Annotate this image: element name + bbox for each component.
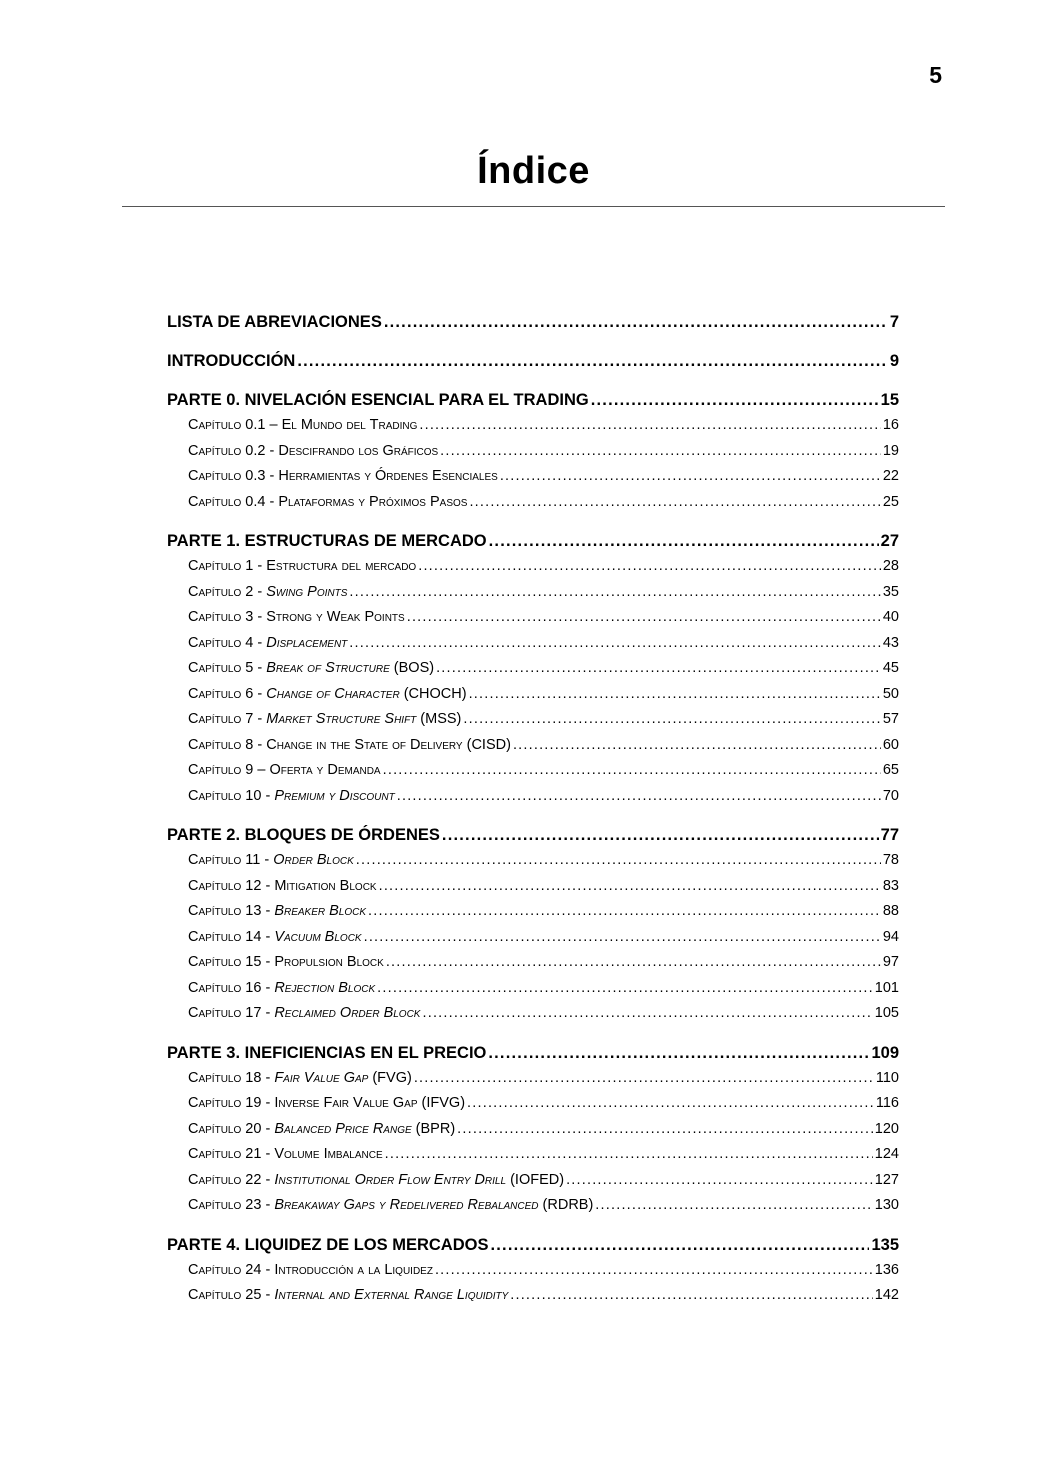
dot-leader — [489, 529, 879, 554]
chapter-abbreviation: (RDRB) — [538, 1197, 594, 1213]
chapter-number: Capítulo 21 - — [188, 1146, 275, 1162]
toc-entry-label — [188, 1142, 383, 1168]
toc-entry-label: PARTE 4. LIQUIDEZ DE LOS MERCADOS — [167, 1235, 489, 1254]
toc-entry-label — [188, 1283, 508, 1309]
chapter-title: Herramientas y Órdenes Esenciales — [278, 468, 498, 484]
dot-leader — [566, 1168, 873, 1194]
chapter-number: Capítulo 25 - — [188, 1287, 275, 1303]
chapter-title: Change in the State of Delivery — [266, 736, 463, 753]
chapter-number: Capítulo 0.3 - — [188, 468, 279, 484]
toc-page-number: 78 — [882, 852, 899, 868]
toc-chapter[interactable] — [167, 1258, 899, 1284]
toc-chapter[interactable] — [167, 490, 899, 516]
toc-chapter[interactable] — [167, 925, 899, 951]
dot-leader — [440, 439, 881, 465]
toc-page-number: 124 — [874, 1146, 899, 1162]
toc-page-number: 109 — [871, 1043, 899, 1062]
toc-entry-label — [188, 976, 375, 1002]
toc-page-number: 77 — [880, 826, 899, 844]
toc-page-number: 116 — [875, 1095, 899, 1111]
toc-section[interactable] — [167, 310, 899, 335]
toc-chapter[interactable] — [167, 758, 899, 784]
dot-leader — [397, 784, 881, 810]
toc-chapter[interactable] — [167, 707, 899, 733]
chapter-title: Swing Points — [266, 583, 348, 600]
dot-leader — [383, 758, 881, 784]
toc-entry-label: PARTE 2. BLOQUES DE ÓRDENES — [167, 826, 440, 844]
toc-page-number: 136 — [874, 1261, 899, 1278]
toc-entry-label — [188, 1091, 465, 1117]
toc-entry-label — [188, 874, 377, 900]
dot-leader — [469, 682, 881, 708]
dot-leader — [386, 950, 881, 976]
toc-chapter[interactable] — [167, 554, 899, 580]
dot-leader — [467, 1091, 874, 1117]
toc-page-number: 9 — [889, 352, 899, 370]
dot-leader — [379, 874, 881, 900]
toc-entry-label — [188, 631, 347, 657]
toc-page-number: 57 — [882, 711, 899, 727]
chapter-number: Capítulo 17 - — [188, 1005, 275, 1021]
toc-entry-label — [188, 707, 461, 733]
chapter-title: Change of Character — [266, 685, 400, 702]
chapter-abbreviation: (CISD) — [462, 736, 511, 753]
chapter-number: Capítulo 9 – — [188, 762, 270, 778]
chapter-title: Mitigation Block — [274, 877, 377, 894]
toc-chapter[interactable] — [167, 848, 899, 874]
toc-page-number: 101 — [874, 979, 899, 996]
title-divider — [122, 206, 945, 207]
chapter-abbreviation: (IFVG) — [417, 1095, 466, 1111]
dot-leader — [422, 1001, 872, 1027]
toc-page-number: 127 — [874, 1171, 899, 1188]
toc-chapter[interactable] — [167, 1193, 899, 1219]
dot-leader — [414, 1066, 874, 1092]
page-number: 5 — [929, 62, 942, 88]
toc-page-number: 16 — [882, 417, 899, 433]
toc-part[interactable] — [167, 1041, 899, 1066]
toc-entry-label — [188, 1193, 593, 1219]
toc-entry-label — [188, 1168, 564, 1194]
chapter-title: Introducción a la Liquidez — [274, 1261, 433, 1278]
dot-leader — [435, 1258, 873, 1284]
toc-entry-label — [188, 656, 434, 682]
dot-leader — [349, 580, 880, 606]
toc-entry-label — [188, 733, 511, 759]
toc-page-number: 130 — [874, 1197, 899, 1213]
toc-entry-label: PARTE 0. NIVELACIÓN ESENCIAL PARA EL TRADING — [167, 391, 589, 409]
toc-part[interactable] — [167, 823, 899, 848]
toc-page-number: 105 — [874, 1005, 899, 1021]
chapter-number: Capítulo 7 - — [188, 711, 267, 727]
chapter-title: Rejection Block — [274, 979, 376, 996]
toc-chapter[interactable] — [167, 464, 899, 490]
toc-chapter[interactable] — [167, 1001, 899, 1027]
chapter-title: Displacement — [266, 634, 348, 651]
dot-leader — [377, 976, 873, 1002]
chapter-number: Capítulo 1 - — [188, 558, 267, 574]
toc-entry-label — [188, 950, 384, 976]
toc-part[interactable] — [167, 1233, 899, 1258]
chapter-number: Capítulo 18 - — [188, 1069, 275, 1086]
toc-chapter[interactable] — [167, 631, 899, 657]
chapter-number: Capítulo 20 - — [188, 1120, 275, 1137]
chapter-title: Descifrando los Gráficos — [278, 442, 439, 459]
toc-page-number: 110 — [875, 1069, 899, 1086]
chapter-number: Capítulo 0.1 – — [188, 417, 282, 433]
dot-leader — [418, 554, 881, 580]
toc-page-number: 135 — [871, 1235, 899, 1254]
chapter-title: Break of Structure — [266, 660, 390, 676]
toc-entry-label — [188, 925, 362, 951]
chapter-number: Capítulo 4 - — [188, 634, 267, 651]
chapter-title: Order Block — [273, 852, 354, 868]
toc-chapter[interactable] — [167, 580, 899, 606]
chapter-title: Balanced Price Range — [274, 1120, 412, 1137]
toc-page-number: 60 — [882, 736, 899, 753]
toc-page-number: 88 — [882, 903, 899, 919]
toc-part[interactable] — [167, 388, 899, 413]
chapter-number: Capítulo 0.2 - — [188, 442, 279, 459]
table-of-contents — [167, 308, 899, 1309]
chapter-title: Oferta y Demanda — [269, 762, 381, 778]
chapter-title: Strong y Weak Points — [266, 609, 405, 625]
toc-entry-label: LISTA DE ABREVIACIONES — [167, 313, 382, 331]
chapter-number: Capítulo 19 - — [188, 1095, 275, 1111]
chapter-abbreviation: (BPR) — [411, 1120, 456, 1137]
dot-leader — [419, 413, 881, 439]
toc-chapter[interactable] — [167, 605, 899, 631]
toc-entry-label — [188, 682, 467, 708]
chapter-number: Capítulo 11 - — [188, 852, 274, 868]
chapter-abbreviation: (BOS) — [389, 660, 435, 676]
toc-page-number: 19 — [882, 442, 899, 459]
toc-page-number: 35 — [882, 583, 899, 600]
toc-page-number: 7 — [889, 313, 899, 331]
toc-entry-label — [188, 413, 417, 439]
chapter-number: Capítulo 15 - — [188, 954, 275, 970]
chapter-title: Internal and External Range Liquidity — [274, 1287, 509, 1303]
chapter-number: Capítulo 14 - — [188, 928, 275, 945]
toc-entry-label — [188, 758, 381, 784]
chapter-title: Vacuum Block — [274, 928, 362, 945]
toc-entry-label — [188, 464, 498, 490]
dot-leader — [490, 1233, 869, 1258]
toc-page-number: 142 — [874, 1287, 899, 1303]
chapter-number: Capítulo 8 - — [188, 736, 267, 753]
chapter-title: Breaker Block — [274, 903, 367, 919]
toc-page-number: 65 — [882, 762, 899, 778]
chapter-title: Volume Imbalance — [274, 1146, 383, 1162]
toc-chapter[interactable] — [167, 784, 899, 810]
toc-chapter[interactable] — [167, 682, 899, 708]
chapter-number: Capítulo 22 - — [188, 1171, 275, 1188]
toc-page-number: 97 — [882, 954, 899, 970]
toc-page-number: 50 — [882, 685, 899, 702]
toc-chapter[interactable] — [167, 874, 899, 900]
toc-page-number: 45 — [882, 660, 899, 676]
chapter-title: Fair Value Gap — [274, 1069, 369, 1086]
chapter-title: Reclaimed Order Block — [274, 1005, 421, 1021]
dot-leader — [442, 823, 879, 848]
chapter-abbreviation: (CHOCH) — [399, 685, 467, 702]
chapter-number: Capítulo 16 - — [188, 979, 275, 996]
toc-part[interactable] — [167, 529, 899, 554]
toc-page-number: 25 — [882, 493, 899, 510]
dot-leader — [297, 349, 887, 374]
toc-chapter[interactable] — [167, 1283, 899, 1309]
toc-chapter[interactable] — [167, 1168, 899, 1194]
toc-entry-label: PARTE 1. ESTRUCTURAS DE MERCADO — [167, 532, 487, 550]
toc-page-number: 40 — [882, 609, 899, 625]
chapter-title: Breakaway Gaps y Redelivered Rebalanced — [274, 1197, 539, 1213]
toc-page-number: 27 — [880, 532, 899, 550]
toc-page-number: 28 — [882, 558, 899, 574]
toc-entry-label — [188, 848, 354, 874]
dot-leader — [488, 1041, 869, 1066]
chapter-number: Capítulo 23 - — [188, 1197, 275, 1213]
dot-leader — [463, 707, 880, 733]
toc-chapter[interactable] — [167, 950, 899, 976]
chapter-title: El Mundo del Trading — [281, 417, 418, 433]
dot-leader — [384, 310, 888, 335]
toc-chapter[interactable] — [167, 1066, 899, 1092]
chapter-number: Capítulo 5 - — [188, 660, 267, 676]
chapter-number: Capítulo 2 - — [188, 583, 267, 600]
dot-leader — [385, 1142, 873, 1168]
chapter-title: Institutional Order Flow Entry Drill — [274, 1171, 507, 1188]
chapter-abbreviation: (IOFED) — [506, 1171, 565, 1188]
toc-chapter[interactable] — [167, 439, 899, 465]
dot-leader — [407, 605, 881, 631]
toc-entry-label — [188, 554, 416, 580]
toc-entry-label — [188, 580, 347, 606]
chapter-number: Capítulo 6 - — [188, 685, 267, 702]
toc-page-number: 94 — [882, 928, 899, 945]
dot-leader — [500, 464, 881, 490]
chapter-number: Capítulo 24 - — [188, 1261, 275, 1278]
dot-leader — [349, 631, 881, 657]
dot-leader — [510, 1283, 873, 1309]
toc-chapter[interactable] — [167, 899, 899, 925]
toc-entry-label — [188, 1001, 420, 1027]
chapter-title: Plataformas y Próximos Pasos — [278, 493, 468, 510]
dot-leader — [513, 733, 881, 759]
toc-chapter[interactable] — [167, 656, 899, 682]
toc-entry-label: PARTE 3. INEFICIENCIAS EN EL PRECIO — [167, 1043, 487, 1062]
chapter-title: Estructura del mercado — [266, 558, 417, 574]
toc-entry-label — [188, 605, 405, 631]
toc-entry-label: INTRODUCCIÓN — [167, 352, 296, 370]
chapter-number: Capítulo 13 - — [188, 903, 275, 919]
toc-chapter[interactable] — [167, 413, 899, 439]
toc-entry-label — [188, 1066, 412, 1092]
dot-leader — [356, 848, 881, 874]
chapter-title: Propulsion Block — [274, 954, 384, 970]
page-title: Índice — [477, 150, 590, 192]
toc-page-number: 43 — [882, 634, 899, 651]
dot-leader — [368, 899, 881, 925]
chapter-number: Capítulo 10 - — [188, 787, 275, 804]
toc-section[interactable] — [167, 349, 899, 374]
chapter-number: Capítulo 12 - — [188, 877, 275, 894]
toc-entry-label — [188, 784, 395, 810]
dot-leader — [595, 1193, 873, 1219]
chapter-abbreviation: (FVG) — [368, 1069, 412, 1086]
toc-chapter[interactable] — [167, 1091, 899, 1117]
toc-page-number: 70 — [882, 787, 899, 804]
toc-page-number: 83 — [882, 877, 899, 894]
dot-leader — [436, 656, 881, 682]
toc-chapter[interactable] — [167, 1142, 899, 1168]
dot-leader — [457, 1117, 873, 1143]
dot-leader — [364, 925, 881, 951]
chapter-title: Inverse Fair Value Gap — [274, 1095, 418, 1111]
toc-chapter[interactable] — [167, 733, 899, 759]
toc-entry-label — [188, 490, 467, 516]
toc-entry-label — [188, 1258, 433, 1284]
toc-entry-label — [188, 899, 366, 925]
chapter-abbreviation: (MSS) — [416, 711, 462, 727]
chapter-number: Capítulo 0.4 - — [188, 493, 279, 510]
dot-leader — [591, 388, 879, 413]
toc-page-number: 22 — [882, 468, 899, 484]
dot-leader — [469, 490, 880, 516]
chapter-title: Premium y Discount — [274, 787, 395, 804]
toc-chapter[interactable] — [167, 976, 899, 1002]
toc-chapter[interactable] — [167, 1117, 899, 1143]
chapter-number: Capítulo 3 - — [188, 609, 267, 625]
toc-page-number: 15 — [880, 391, 899, 409]
toc-page-number: 120 — [874, 1120, 899, 1137]
chapter-title: Market Structure Shift — [266, 711, 417, 727]
toc-entry-label — [188, 439, 438, 465]
toc-entry-label — [188, 1117, 455, 1143]
